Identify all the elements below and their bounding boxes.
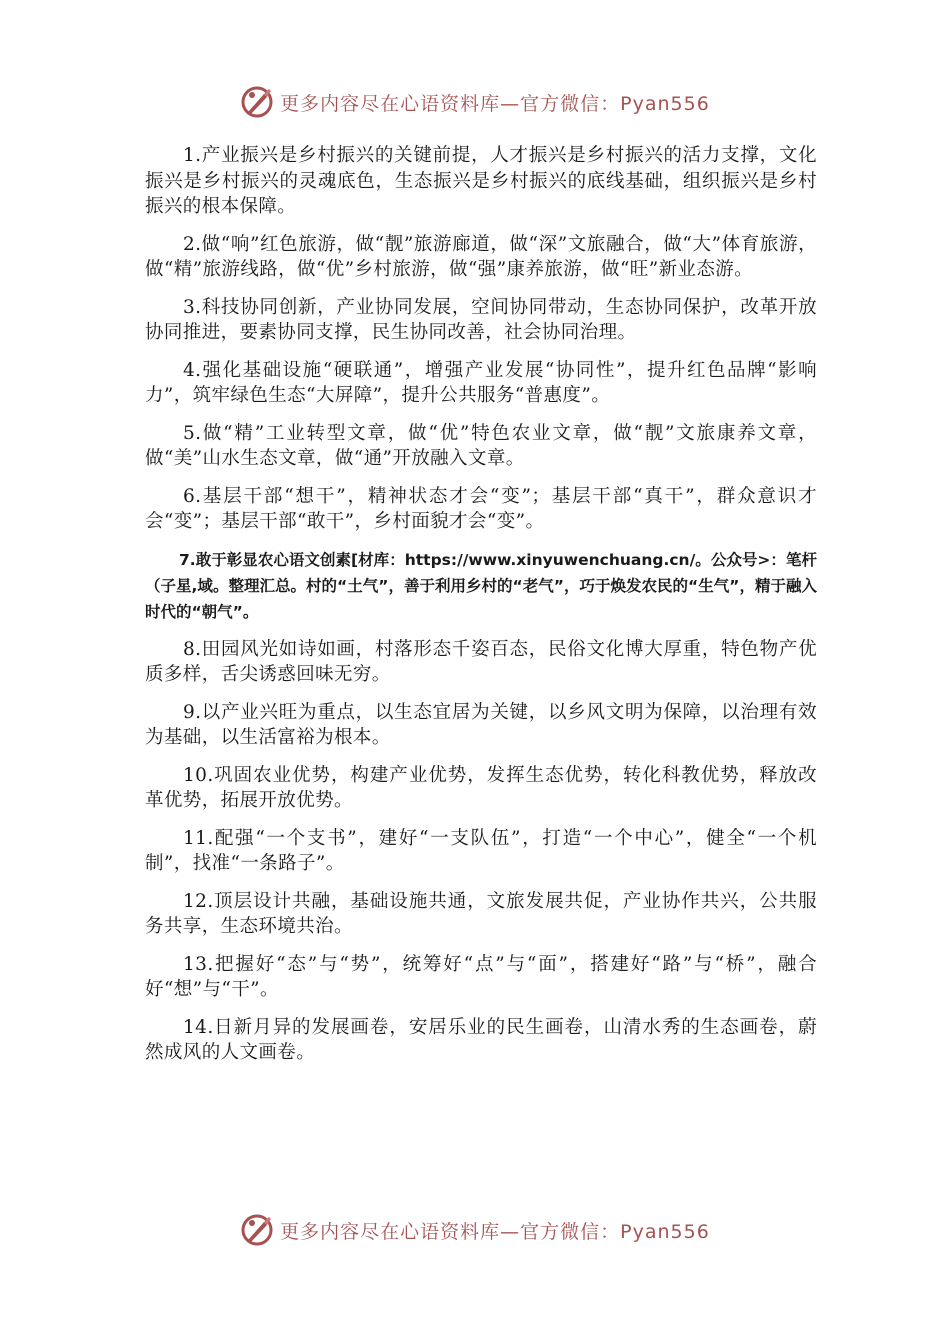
paragraph-2: 2.做“响”红色旅游，做“靓”旅游廊道，做“深”文旅融合，做“大”体育旅游，做“精”旅游线路，做“优”乡村旅游，做“强”康养旅游，做“旺”新业态游。 xyxy=(145,233,817,280)
pen-circle-logo-icon xyxy=(240,85,274,119)
paragraph-14: 14.日新月异的发展画卷，安居乐业的民生画卷，山清水秀的生态画卷，蔚然成风的人文画卷。 xyxy=(145,1016,817,1063)
pen-circle-logo-icon xyxy=(240,1213,274,1247)
paragraph-5: 5.做“精”工业转型文章，做“优”特色农业文章，做“靓”文旅康养文章，做“美”山水生态文章，做“通”开放融入文章。 xyxy=(145,422,817,469)
paragraph-11: 11.配强“一个支书”，建好“一支队伍”，打造“一个中心”，健全“一个机制”，找准“一条路子”。 xyxy=(145,827,817,874)
header-banner xyxy=(0,82,950,122)
paragraph-4: 4.强化基础设施“硬联通”，增强产业发展“协同性”，提升红色品牌“影响力”，筑牢绿色生态“大屏障”，提升公共服务“普惠度”。 xyxy=(145,359,817,406)
paragraph-7: 7.敢于彰显农心语文创素[材库：https://www.xinyuwenchuang.cn/。公众号>：笔杆（子星,域。整理汇总。村的“土气”，善于利用乡村的“老气”，巧于焕发农民的“生气”，精于融入时代的“朝气”。 xyxy=(145,550,817,621)
paragraph-3: 3.科技协同创新，产业协同发展，空间协同带动，生态协同保护，改革开放协同推进，要素协同支撑，民生协同改善，社会协同治理。 xyxy=(145,296,817,343)
paragraph-8: 8.田园风光如诗如画，村落形态千姿百态，民俗文化博大厚重，特色物产优质多样，舌尖诱惑回味无穷。 xyxy=(145,638,817,685)
footer-banner-text: 更多内容尽在心语资料库—官方微信：Pyan556 xyxy=(280,1220,710,1243)
paragraph-6: 6.基层干部“想干”，精神状态才会“变”；基层干部“真干”，群众意识才会“变”；基层干部“敢干”，乡村面貌才会“变”。 xyxy=(145,485,817,532)
paragraph-12: 12.顶层设计共融，基础设施共通，文旅发展共促，产业协作共兴，公共服务共享，生态环境共治。 xyxy=(145,890,817,937)
paragraph-9: 9.以产业兴旺为重点，以生态宜居为关键，以乡风文明为保障，以治理有效为基础，以生活富裕为根本。 xyxy=(145,701,817,748)
paragraph-13: 13.把握好“态”与“势”，统筹好“点”与“面”，搭建好“路”与“桥”，融合好“想”与“干”。 xyxy=(145,953,817,1000)
paragraph-1: 1.产业振兴是乡村振兴的关键前提，人才振兴是乡村振兴的活力支撑，文化振兴是乡村振兴的灵魂底色，生态振兴是乡村振兴的底线基础，组织振兴是乡村振兴的根本保障。 xyxy=(145,145,817,217)
paragraph-10: 10.巩固农业优势，构建产业优势，发挥生态优势，转化科教优势，释放改革优势，拓展开放优势。 xyxy=(145,764,817,811)
header-banner-text: 更多内容尽在心语资料库—官方微信：Pyan556 xyxy=(280,92,710,115)
footer-banner xyxy=(0,1210,950,1250)
document-body xyxy=(145,143,817,1078)
